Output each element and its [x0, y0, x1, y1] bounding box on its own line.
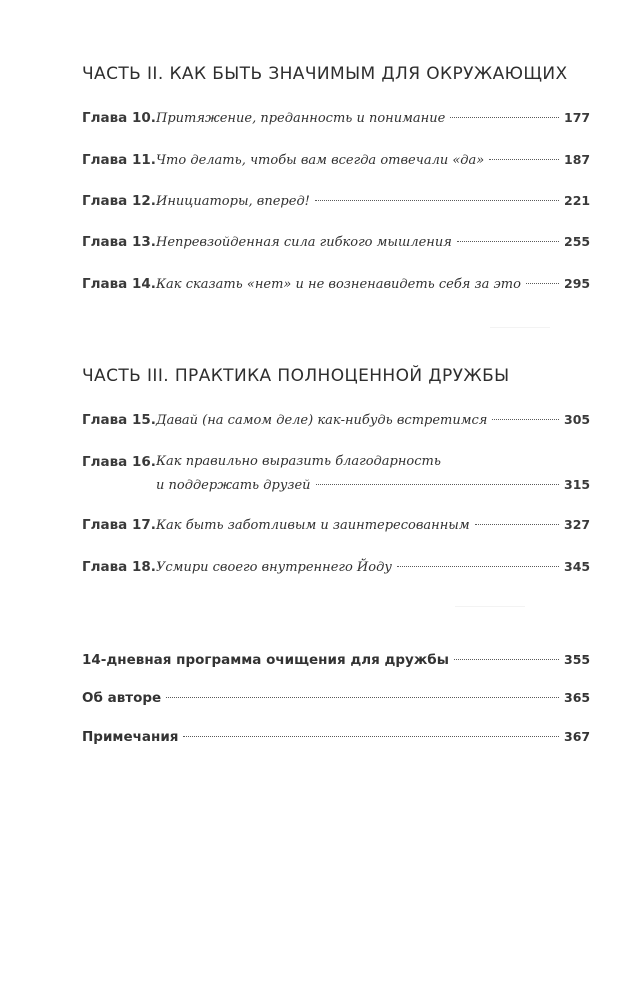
part-2-title: ЧАСТЬ II. КАК БЫТЬ ЗНАЧИМЫМ ДЛЯ ОКРУЖАЮЩИХ [82, 64, 568, 84]
scan-artifact [455, 606, 525, 607]
chapter-title: Инициаторы, вперед! [156, 194, 310, 209]
chapter-label: Глава 16. [82, 454, 156, 470]
page-number: 315 [564, 477, 591, 492]
dot-leader [315, 200, 559, 201]
chapter-label: Глава 17. [82, 517, 156, 533]
chapter-label: Глава 15. [82, 412, 156, 428]
chapter-title: Что делать, чтобы вам всегда отвечали «да» [156, 153, 485, 168]
toc-entry-chapter-17[interactable] [82, 515, 590, 536]
scan-artifact [490, 327, 550, 328]
chapter-label: Глава 11. [82, 152, 156, 168]
dot-leader [492, 419, 559, 420]
chapter-label: Глава 12. [82, 193, 156, 209]
toc-entry-chapter-15[interactable] [82, 410, 590, 431]
chapter-title: Притяжение, преданность и понимание [156, 111, 446, 126]
chapter-label: Глава 13. [82, 234, 156, 250]
page-number: 355 [564, 652, 591, 667]
dot-leader [454, 659, 559, 660]
chapter-title: Как сказать «нет» и не возненавидеть себя за это [156, 277, 521, 292]
chapter-title-line-2: и поддержать друзей [156, 478, 311, 493]
page-number: 221 [564, 193, 591, 208]
chapter-title: Как быть заботливым и заинтересованным [156, 518, 470, 533]
entry-title: Примечания [82, 729, 179, 745]
dot-leader [397, 566, 559, 567]
page-number: 177 [564, 110, 591, 125]
chapter-title: Давай (на самом деле) как-нибудь встретимся [156, 413, 488, 428]
page-number: 365 [564, 690, 591, 705]
entry-title: Об авторе [82, 690, 162, 706]
toc-entry-chapter-13[interactable] [82, 232, 590, 253]
page-number: 187 [564, 152, 591, 167]
dot-leader [166, 697, 559, 698]
toc-entry-chapter-16[interactable] [82, 452, 590, 496]
page-number: 345 [564, 559, 591, 574]
page-number: 305 [564, 412, 591, 427]
dot-leader [489, 159, 559, 160]
chapter-label: Глава 18. [82, 559, 156, 575]
entry-title: 14-дневная программа очищения для дружбы [82, 652, 449, 668]
dot-leader [457, 241, 559, 242]
toc-entry-program[interactable] [82, 650, 590, 670]
page-number: 367 [564, 729, 591, 744]
toc-entry-chapter-11[interactable] [82, 150, 590, 171]
chapter-label: Глава 10. [82, 110, 156, 126]
page-number: 255 [564, 234, 591, 249]
chapter-title: Усмири своего внутреннего Йоду [156, 560, 392, 575]
chapter-title: Как правильно выразить благодарность [156, 454, 441, 469]
toc-entry-chapter-10[interactable] [82, 108, 590, 129]
toc-entry-about-author[interactable] [82, 688, 590, 708]
page-number: 327 [564, 517, 591, 532]
dot-leader [450, 117, 559, 118]
toc-entry-chapter-14[interactable] [82, 274, 590, 295]
toc-entry-chapter-18[interactable] [82, 557, 590, 578]
toc-entry-notes[interactable] [82, 727, 590, 747]
dot-leader [475, 524, 559, 525]
page-number: 295 [564, 276, 591, 291]
chapter-title: Непревзойденная сила гибкого мышления [156, 235, 452, 250]
toc-entry-chapter-12[interactable] [82, 191, 590, 212]
dot-leader [526, 283, 559, 284]
chapter-label: Глава 14. [82, 276, 156, 292]
part-3-title: ЧАСТЬ III. ПРАКТИКА ПОЛНОЦЕННОЙ ДРУЖБЫ [82, 366, 510, 386]
dot-leader [183, 736, 559, 737]
dot-leader [316, 484, 559, 485]
